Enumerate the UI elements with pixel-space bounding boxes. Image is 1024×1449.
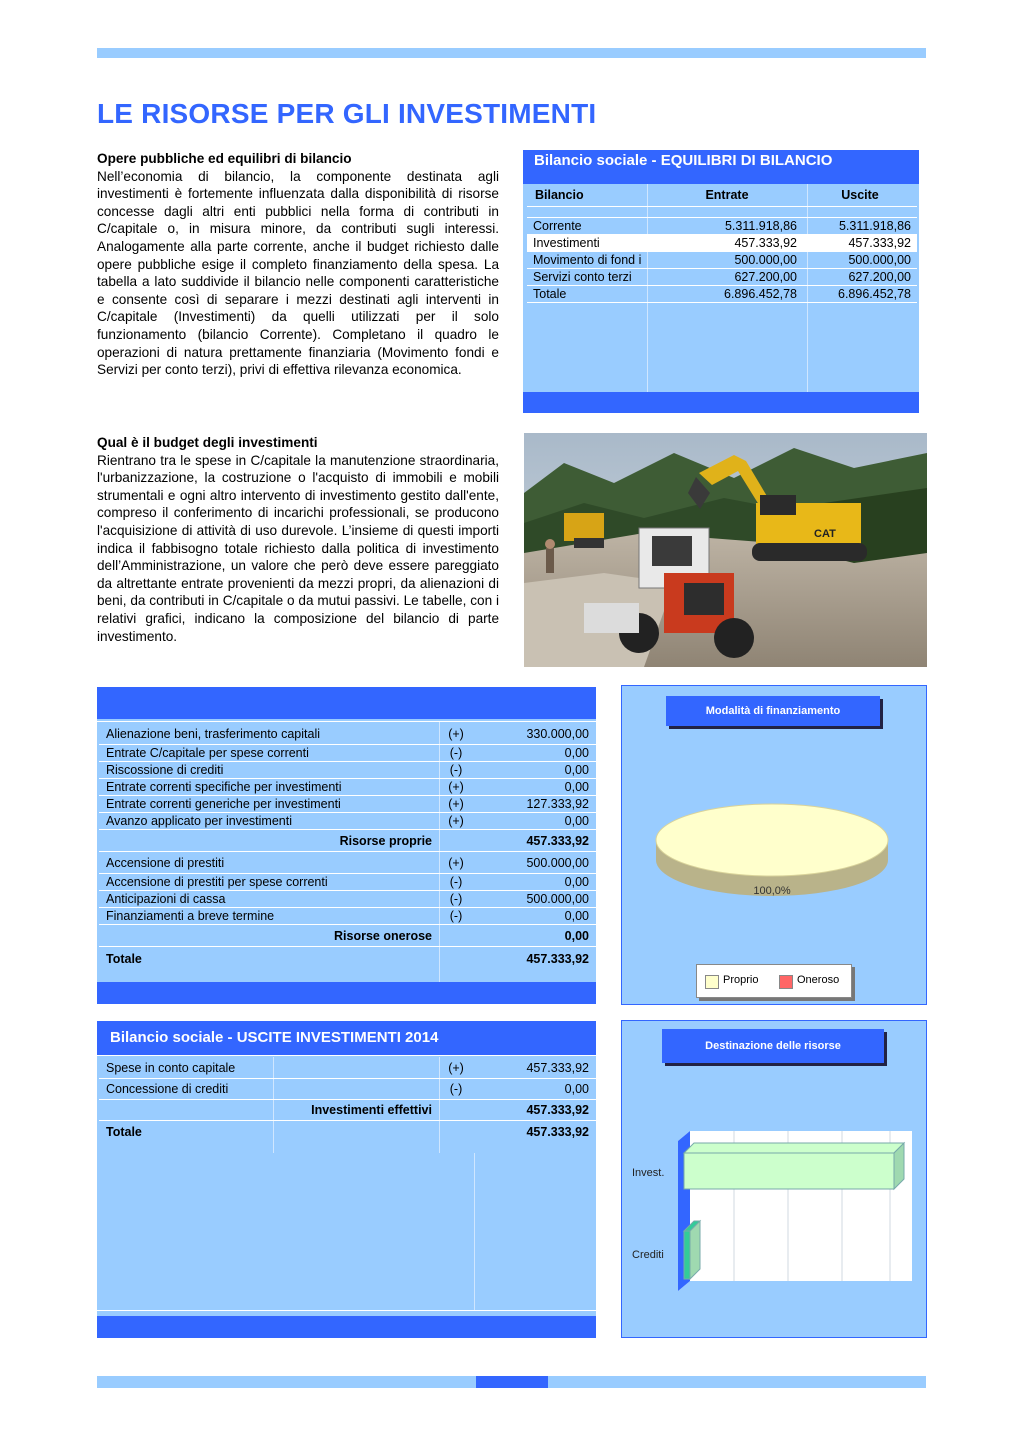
- bar-crediti: [684, 1231, 690, 1279]
- equilibri-title: Bilancio sociale - EQUILIBRI DI BILANCIO: [523, 150, 919, 184]
- equilibri-footer-bar: [523, 392, 919, 413]
- total-row: Totale 457.333,92: [106, 1125, 589, 1139]
- legend-swatch-proprio: [705, 975, 719, 989]
- pie-slice-label: 100,0%: [753, 885, 791, 897]
- col-header-bilancio: Bilancio: [527, 184, 651, 207]
- section-heading: Opere pubbliche ed equilibri di bilancio: [97, 151, 352, 166]
- table-row: Riscossione di crediti (-) 0,00: [99, 762, 596, 779]
- pie-slice-proprio: [656, 804, 888, 876]
- section-heading: Qual è il budget degli investimenti: [97, 435, 318, 450]
- equilibri-header-row: [527, 184, 917, 207]
- section-budget-investimenti: [97, 434, 499, 645]
- table-row: Anticipazioni di cassa (-) 500.000,00: [99, 891, 596, 908]
- bar-invest: [684, 1153, 894, 1189]
- table-row: Servizi conto terzi 627.200,00 627.200,00: [527, 269, 917, 286]
- table-row: Concessione di crediti (-) 0,00: [99, 1079, 596, 1100]
- table-row: Movimento di fond i 500.000,00 500.000,00: [527, 252, 917, 269]
- risorse-footer-bar: [97, 982, 596, 1004]
- category-label-invest: Invest.: [632, 1167, 665, 1179]
- legend-label-oneroso: Oneroso: [797, 974, 840, 986]
- uscite-footer-bar: [97, 1316, 596, 1338]
- subtotal-row: Investimenti effettivi 457.333,92: [99, 1100, 596, 1121]
- top-decoration-bar: [97, 48, 926, 58]
- table-row: Corrente 5.311.918,86 5.311.918,86: [527, 218, 917, 235]
- table-row: Entrate correnti generiche per investimenti (+) 127.333,92: [99, 796, 596, 813]
- table-row: Finanziamenti a breve termine (-) 0,00: [99, 908, 596, 925]
- table-row: Entrate correnti specifiche per investimenti (+) 0,00: [99, 779, 596, 796]
- section-body: Nell’economia di bilancio, la componente destinata agli investimenti è fortemente influenzata dalla disponibilità di risorse concesse dagli altri enti pubblici nella forma di contributi in C/capitale o, in misura minore, da contributi sugli interessi. Analogamente alla parte corrente, anche il budget richiesto dalle opere pubbliche esige il completo finanziamento della spesa. La tabella a lato suddivide il bilancio nelle componenti caratteristiche e consente così di separare i mezzi destinati agli interventi in C/capitale (Investimenti) da quelli utilizzati per il solo funzionamento (bilancio Corrente). Completano il quadro le operazioni di natura prettamente finanziaria (Movimento fondi e Servizi per conto terzi), privi di effettiva rilevanza economica.: [97, 168, 499, 378]
- bar-top-0: [684, 1143, 904, 1153]
- bar-chart-box: [621, 1020, 927, 1338]
- uscite-panel: [97, 1021, 596, 1338]
- legend-swatch-oneroso: [779, 975, 793, 989]
- section-opere-pubbliche: [97, 150, 499, 379]
- table-row: Alienazione beni, trasferimento capitali (+) 330.000,00: [99, 724, 596, 745]
- page-title: LE RISORSE PER GLI INVESTIMENTI: [97, 98, 597, 129]
- total-row: Totale 457.333,92: [106, 952, 589, 966]
- pie-chart: [652, 796, 892, 906]
- col-header-entrate: Entrate: [651, 184, 803, 207]
- table-row: Spese in conto capitale (+) 457.333,92: [99, 1058, 596, 1079]
- equilibri-panel: [523, 150, 919, 413]
- category-label-crediti: Crediti: [632, 1249, 664, 1261]
- legend-label-proprio: Proprio: [723, 974, 759, 986]
- bottom-decoration-tab: [476, 1376, 548, 1388]
- table-row: Accensione di prestiti per spese correnti (-) 0,00: [99, 874, 596, 891]
- table-row: Accensione di prestiti (+) 500.000,00: [99, 852, 596, 874]
- subtotal-row: Risorse proprie 457.333,92: [99, 830, 596, 852]
- risorse-panel: [97, 687, 596, 1004]
- subtotal-row: Risorse onerose 0,00: [99, 925, 596, 947]
- table-row: Totale 6.896.452,78 6.896.452,78: [527, 286, 917, 303]
- risorse-title: [97, 687, 596, 719]
- table-row: Entrate C/capitale per spese correnti (-) 0,00: [99, 745, 596, 762]
- pie-legend: [696, 964, 852, 998]
- uscite-title: Bilancio sociale - USCITE INVESTIMENTI 2014: [97, 1021, 596, 1055]
- table-row: Avanzo applicato per investimenti (+) 0,00: [99, 813, 596, 830]
- pie-chart-box: [621, 685, 927, 1005]
- construction-photo: [524, 433, 927, 667]
- construction-site-image: [524, 433, 927, 667]
- pie-chart-title-button: Modalità di finanziamento: [666, 696, 880, 726]
- bar-chart-title-button: Destinazione delle risorse: [662, 1029, 884, 1063]
- table-row: Investimenti 457.333,92 457.333,92: [527, 235, 917, 252]
- section-body: Rientrano tra le spese in C/capitale la manutenzione straordinaria, l'urbanizzazione, la costruzione o l'acquisto di immobili e mobili strumentali e ogni altro intervento di investimento gestito dall'ente, compreso il conferimento di incarichi professionali, se producono l'acquisizione di attività di uso durevole. L’insieme di questi importi indica il fabbisogno totale richiesto dalla politica di investimento dell’Amministrazione, un valore che però deve essere pareggiato da altrettante entrate provenienti da mezzi propri, da alienazioni di beni, da contributi in C/capitale o da mutui passivi. Le tabelle, con i relativi grafici, indicano la composizione del bilancio di parte investimento.: [97, 452, 499, 644]
- bar-chart: [622, 1131, 928, 1321]
- svg-text:CAT: CAT: [814, 528, 836, 540]
- bar-side-1: [690, 1221, 700, 1279]
- col-header-uscite: Uscite: [803, 184, 917, 207]
